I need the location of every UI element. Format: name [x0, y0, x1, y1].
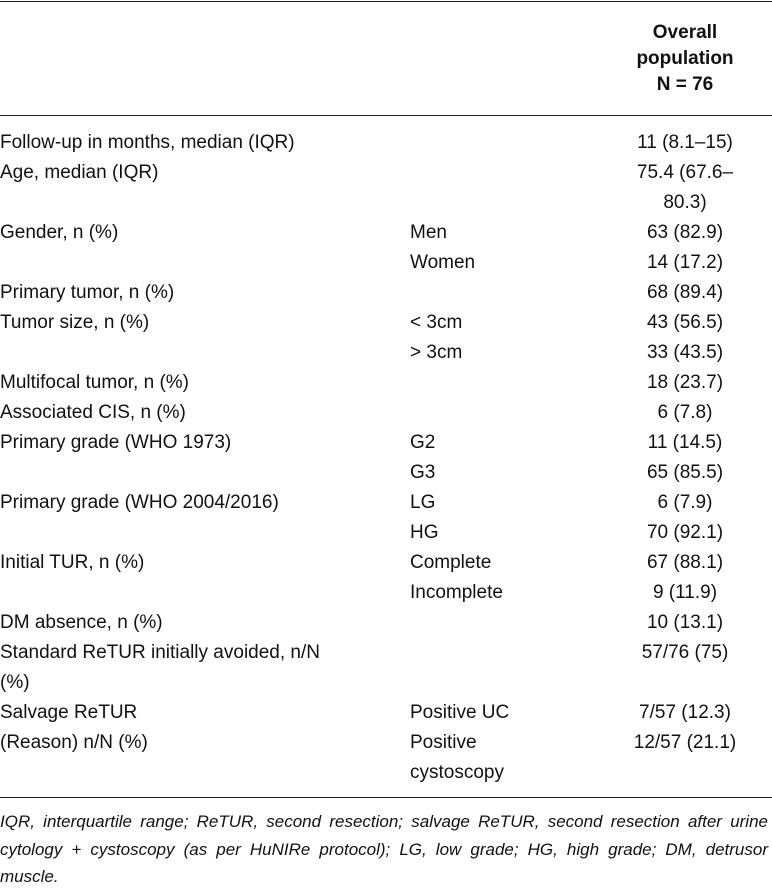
row-label: Salvage ReTUR [0, 702, 138, 723]
table-row [0, 488, 772, 518]
row-value: 14 (17.2) [646, 252, 724, 273]
row-subcategory: < 3cm [410, 312, 463, 333]
row-value: 18 (23.7) [646, 372, 724, 393]
row-subcategory-text: Positive cystoscopy [410, 732, 504, 783]
row-value: 33 (43.5) [646, 342, 724, 363]
row-value: 11 (8.1–15) [637, 132, 733, 153]
table-row [0, 218, 772, 248]
row-subcategory: HG [410, 522, 439, 543]
row-subcategory: Incomplete [410, 582, 503, 603]
table-row [0, 638, 772, 698]
row-value: 67 (88.1) [646, 552, 724, 573]
row-value: 11 (14.5) [647, 432, 723, 453]
row-subcategory [410, 728, 590, 788]
row-value: 68 (89.4) [646, 282, 724, 303]
row-subcategory: Women [410, 252, 476, 273]
column-header-overall-population [600, 20, 770, 98]
row-label: Associated CIS, n (%) [0, 402, 186, 423]
row-subcategory: Positive UC [410, 702, 510, 723]
table-row [0, 128, 772, 158]
row-subcategory: G2 [410, 432, 436, 453]
row-value [600, 158, 770, 218]
row-label: (Reason) n/N (%) [0, 732, 148, 753]
table-row [0, 398, 772, 428]
table-row [0, 458, 772, 488]
table-row [0, 368, 772, 398]
row-value: 10 (13.1) [646, 612, 724, 633]
table-row [0, 158, 772, 218]
row-subcategory: > 3cm [410, 342, 463, 363]
row-subcategory: G3 [410, 462, 436, 483]
table-row [0, 518, 772, 548]
table-row [0, 608, 772, 638]
table-row [0, 728, 772, 788]
table-row [0, 698, 772, 728]
row-value: 57/76 (75) [641, 642, 729, 663]
table-row [0, 428, 772, 458]
table-row [0, 338, 772, 368]
header-line-3: N = 76 [656, 74, 714, 95]
row-value: 7/57 (12.3) [639, 702, 731, 723]
row-label: Age, median (IQR) [0, 162, 159, 183]
row-label: Tumor size, n (%) [0, 312, 150, 333]
row-value-text: 75.4 (67.6– 80.3) [636, 162, 734, 213]
row-value: 63 (82.9) [646, 222, 724, 243]
row-subcategory: Men [410, 222, 447, 243]
table-row [0, 578, 772, 608]
row-value: 6 (7.8) [657, 402, 713, 423]
row-value: 65 (85.5) [646, 462, 724, 483]
row-label: Gender, n (%) [0, 222, 119, 243]
bottom-rule [0, 797, 772, 798]
header-line-2: population [636, 48, 734, 69]
row-subcategory: LG [410, 492, 436, 513]
row-value: 9 (11.9) [652, 582, 718, 603]
row-label: Primary grade (WHO 1973) [0, 432, 232, 453]
row-value: 70 (92.1) [646, 522, 724, 543]
table-row [0, 308, 772, 338]
row-subcategory: Complete [410, 552, 492, 573]
table-body [0, 128, 772, 788]
row-label: Primary grade (WHO 2004/2016) [0, 492, 279, 513]
table-row [0, 248, 772, 278]
row-label [0, 638, 400, 698]
table-row [0, 548, 772, 578]
row-label: Follow-up in months, median (IQR) [0, 132, 295, 153]
row-value: 12/57 (21.1) [633, 732, 737, 753]
row-label: Primary tumor, n (%) [0, 282, 175, 303]
row-label: DM absence, n (%) [0, 612, 163, 633]
row-value: 6 (7.9) [657, 492, 713, 513]
row-value: 43 (56.5) [646, 312, 724, 333]
row-label: Initial TUR, n (%) [0, 552, 145, 573]
header-rule [0, 115, 772, 116]
top-rule [0, 1, 772, 2]
row-label: Multifocal tumor, n (%) [0, 372, 189, 393]
header-line-1: Overall [652, 22, 718, 43]
table-row [0, 278, 772, 308]
row-label-text: Standard ReTUR initially avoided, n/N (%) [0, 642, 320, 693]
table-footnote: IQR, interquartile range; ReTUR, second resection; salvage ReTUR, second resection after urine cytology + cystoscopy (as per HuNIRe protocol); LG, low grade; HG, high grade; DM, detrusor muscle. [0, 812, 768, 886]
